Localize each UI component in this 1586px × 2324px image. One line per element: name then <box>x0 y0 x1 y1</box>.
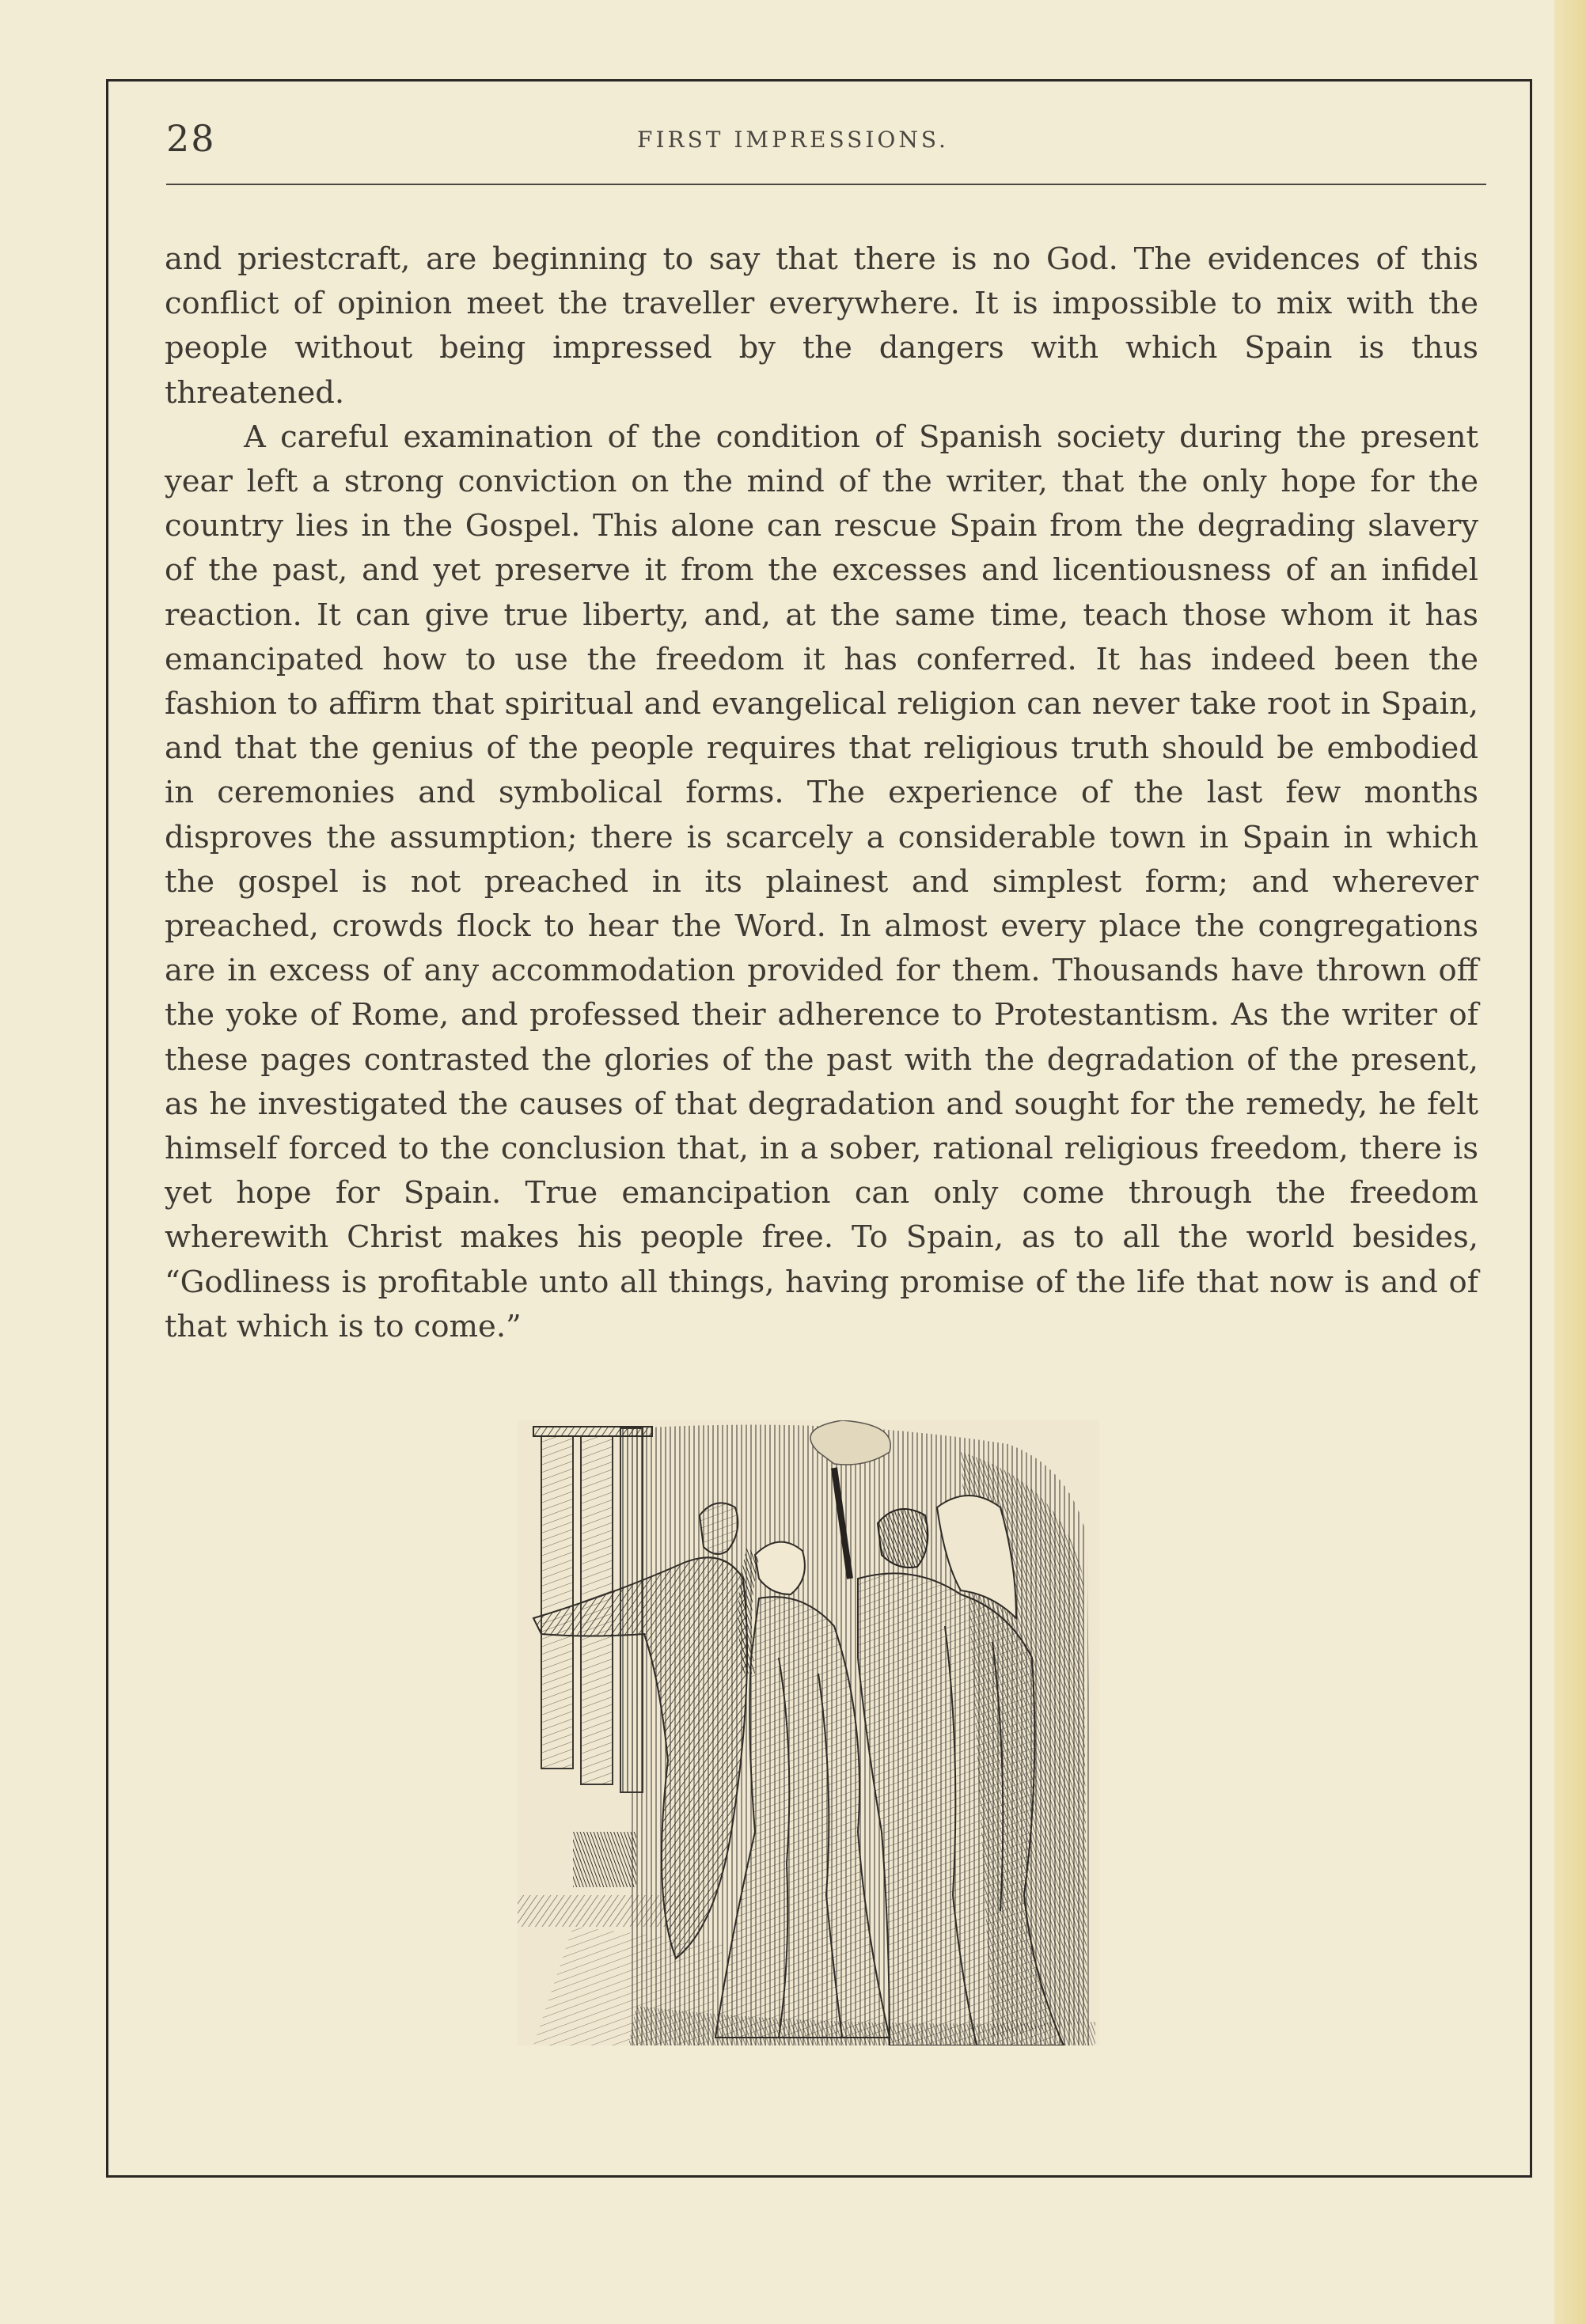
body-text <box>165 237 1478 1349</box>
engraving-illustration <box>518 1420 1099 2045</box>
header-rule <box>166 184 1486 185</box>
paragraph-2: A careful examination of the condition of Spanish society during the present year left a strong conviction on the mind of the writer, that the only hope for the country lies in the Gospel. This alone can rescue Spain from the degrading slavery of the past, and yet preserve it from the excesses and licentiousness of an infidel reaction. It can give true liberty, and, at the same time, teach those whom it has emancipated how to use the freedom it has conferred. It has indeed been the fashion to affirm that spiritual and evangelical religion can never take root in Spain, and that the genius of the people requires that religious truth should be embodied in ceremonies and symbolical forms. The experience of the last few months disproves the assumption; there is scarcely a considerable town in Spain in which the gospel is not preached in its plainest and simplest form; and wherever preached, crowds flock to hear the Word. In almost every place the congregations are in excess of any accommodation provided for them. Thousands have thrown off the yoke of Rome, and professed their adherence to Protestantism. As the writer of these pages contrasted the glories of the past with the degradation of the present, as he investigated the causes of that degradation and sought for the remedy, he felt himself forced to the conclusion that, in a sober, rational religious freedom, there is yet hope for Spain. True emancipation can only come through the freedom wherewith Christ makes his people free. To Spain, as to all the world besides, “Godliness is profitable unto all things, having promise of the life that now is and of that which is to come.” <box>165 419 1478 1344</box>
page-number: 28 <box>166 117 216 160</box>
page-edge <box>1554 0 1586 2324</box>
running-head: FIRST IMPRESSIONS. <box>637 127 949 153</box>
paragraph-1: and priestcraft, are beginning to say that there is no God. The evidences of this conflict of opinion meet the traveller everywhere. It is impossible to mix with the people without being impressed by the dangers with which Spain is thus threatened. <box>165 241 1478 411</box>
